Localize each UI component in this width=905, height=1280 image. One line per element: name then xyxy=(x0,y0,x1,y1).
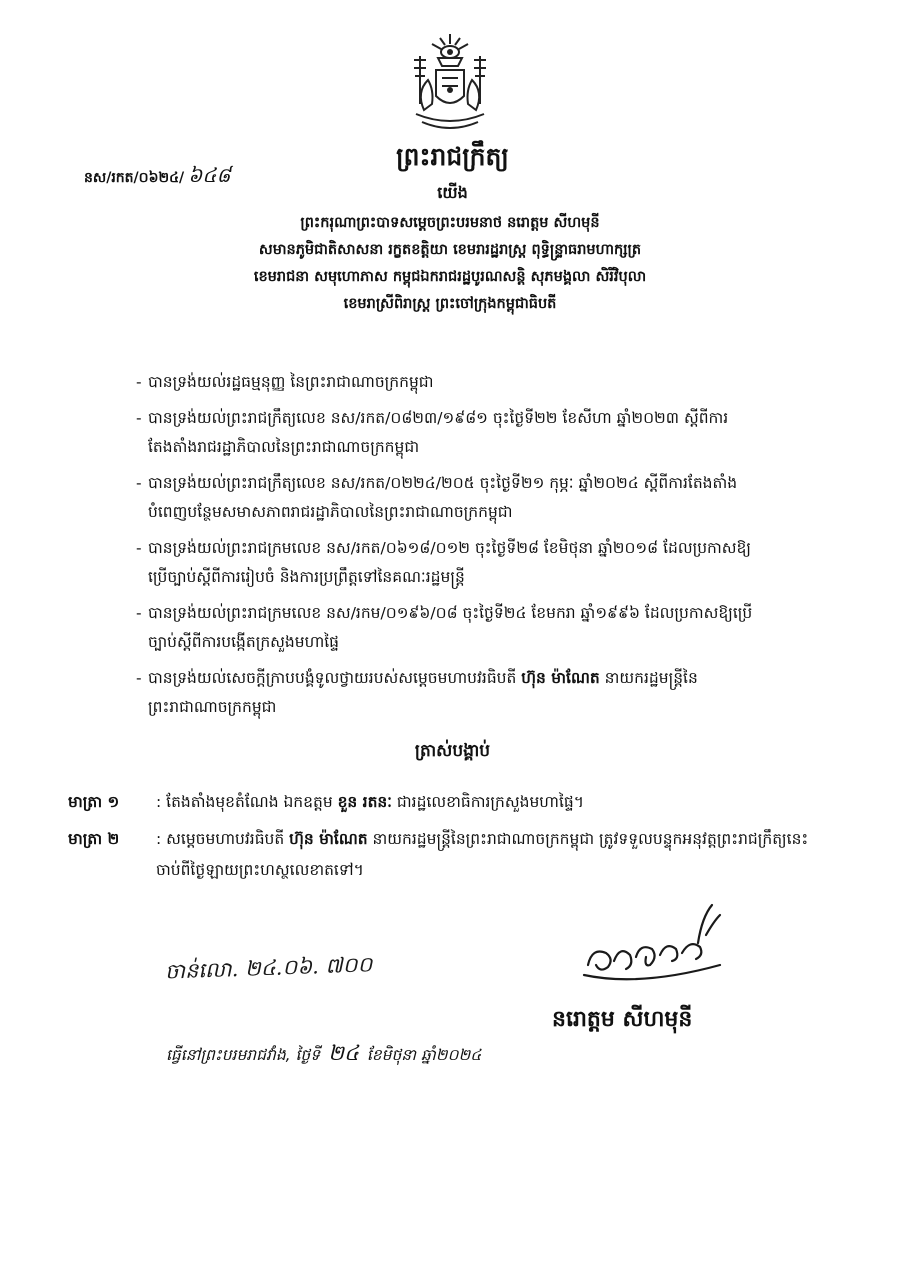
king-signature xyxy=(580,895,730,985)
article-label: មាត្រា ២ xyxy=(68,830,120,848)
place-date xyxy=(166,1040,481,1071)
document-title: ព្រះរាជក្រឹត្យ xyxy=(396,142,509,171)
article-2 xyxy=(68,824,833,886)
article-text: ជារដ្ឋលេខាធិការក្រសួងមហាផ្ទៃ។ xyxy=(392,793,584,811)
royal-emblem-icon xyxy=(402,30,498,138)
prime-minister-name: ហ៊ុន ម៉ាណែត xyxy=(521,668,600,687)
place-date-text: ធ្វើនៅព្រះបរមរាជវាំង, ថ្ងៃទី xyxy=(166,1046,321,1064)
preamble-item: - បានទ្រង់យល់ព្រះរាជក្រមលេខ នស/រកម/០១៩៦/០៨ ចុះថ្ងៃទី២៤ ខែមករា ឆ្នាំ១៩៩៦ ដែលប្រកាសឱ្យប្រើច្បាប់ស្ដីពីការបង្កើតក្រសួងមហាផ្ទៃ xyxy=(136,603,753,651)
preamble-text: នាយករដ្ឋមន្ត្រីនៃព្រះរាជាណាចក្រកម្ពុជា xyxy=(148,668,698,716)
article-text: នាយករដ្ឋមន្ត្រីនៃព្រះរាជាណាចក្រកម្ពុជា ត្រូវទទួលបន្ទុកអនុវត្តព្រះរាជក្រឹត្យនេះ ចាប់ពីថ្ងៃឡាយព្រះហស្ថលេខាតទៅ។ xyxy=(156,830,809,879)
royal-name-line: ព្រះករុណាព្រះបាទសម្ដេចព្រះបរមនាថ នរោត្តម សីហមុនី xyxy=(300,215,600,231)
article-label: មាត្រា ១ xyxy=(68,793,120,811)
article-text: : សម្ដេចមហាបវរធិបតី xyxy=(156,830,290,848)
appointee-name: ខួន រតនៈ xyxy=(337,793,392,811)
royal-name-line: សមានភូមិជាតិសាសនា រក្ខតខត្តិយា ខេមរារដ្ឋរាស្ត្រ ពុទ្ធិន្ទ្រាធរាមហាក្សត្រ xyxy=(258,242,642,258)
royal-name-block xyxy=(100,210,800,318)
preamble-text: បានទ្រង់យល់ព្រះរាជក្រមលេខ នស/រកម/០១៩៦/០៨ ចុះថ្ងៃទី២៤ ខែមករា ឆ្នាំ១៩៩៦ ដែលប្រកាសឱ្យប្រើច្បាប់ស្ដីពីការបង្កើតក្រសួងមហាផ្ទៃ xyxy=(148,603,753,651)
handwritten-note: ចាន់លោ. ២៤.០៦. ៧០០ xyxy=(164,952,373,984)
preamble-text: បានទ្រង់យល់ព្រះរាជក្រឹត្យលេខ នស/រកត/០៨២៣/១៩៨១ ចុះថ្ងៃទី២២ ខែសីហា ឆ្នាំ២០២៣ ស្ដីពីការតែងតាំងរាជរដ្ឋាភិបាលនៃព្រះរាជាណាចក្រកម្ពុជា xyxy=(148,408,729,456)
royal-name-line: ខេមរាជនា សមុហោភាស កម្ពុជឯករាជរដ្ឋបូរណសន្តិ សុភមង្គលា សិរីវិបុលា xyxy=(253,269,647,285)
royal-name-line: ខេមរាស្រីពិរាស្ត្រ ព្រះចៅក្រុងកម្ពុជាធិបតី xyxy=(343,296,557,312)
preamble-item: - បានទ្រង់យល់រដ្ឋធម្មនុញ្ញ នៃព្រះរាជាណាចក្រកម្ពុជា xyxy=(136,373,434,391)
preamble-list xyxy=(138,368,763,729)
we-heading: យើង xyxy=(437,183,468,202)
place-date-day: ២៤ xyxy=(328,1041,359,1065)
preamble-text: បានទ្រង់យល់ព្រះរាជក្រឹត្យលេខ នស/រកត/០២២៤/២០៥ ចុះថ្ងៃទី២១ កុម្ភៈ ឆ្នាំ២០២៤ ស្ដីពីការតែងតាំងបំពេញបន្ថែមសមាសភាពរាជរដ្ឋាភិបាលនៃព្រះរាជាណាចក្រកម្ពុជា xyxy=(148,473,738,521)
reference-prefix: នស/រកត/០៦២៤/ xyxy=(84,170,185,186)
prime-minister-name: ហ៊ុន ម៉ាណែត xyxy=(289,830,368,848)
article-body xyxy=(156,787,833,818)
reference-number-handwritten: ៦៤៨ xyxy=(188,163,231,187)
signer-name: នរោត្តម សីហមុនី xyxy=(552,1007,693,1032)
preamble-text: បានទ្រង់យល់ព្រះរាជក្រមលេខ នស/រកត/០៦១៨/០១២ ចុះថ្ងៃទី២៨ ខែមិថុនា ឆ្នាំ២០១៨ ដែលប្រកាសឱ្យប្រើច្បាប់ស្ដីពីការរៀបចំ និងការប្រព្រឹត្តទៅនៃគណៈរដ្ឋមន្ត្រី xyxy=(148,538,752,586)
decree-heading: ត្រាស់បង្គាប់ xyxy=(414,741,491,761)
preamble-item: - បានទ្រង់យល់ព្រះរាជក្រមលេខ នស/រកត/០៦១៨/០១២ ចុះថ្ងៃទី២៨ ខែមិថុនា ឆ្នាំ២០១៨ ដែលប្រកាសឱ្យប្រើច្បាប់ស្ដីពីការរៀបចំ និងការប្រព្រឹត្តទៅនៃគណៈរដ្ឋមន្ត្រី xyxy=(136,538,752,586)
place-date-text: ខែមិថុនា ឆ្នាំ២០២៤ xyxy=(366,1046,482,1064)
preamble-text: បានទ្រង់យល់សេចក្ដីក្រាបបង្គំទូលថ្វាយរបស់សម្ដេចមហាបវរធិបតី xyxy=(148,668,522,687)
preamble-text: បានទ្រង់យល់រដ្ឋធម្មនុញ្ញ នៃព្រះរាជាណាចក្រកម្ពុជា xyxy=(148,373,434,391)
article-text: : តែងតាំងមុខតំណែង ឯកឧត្តម xyxy=(156,793,338,811)
article-1 xyxy=(68,787,833,818)
preamble-item: - បានទ្រង់យល់ព្រះរាជក្រឹត្យលេខ នស/រកត/០២២៤/២០៥ ចុះថ្ងៃទី២១ កុម្ភៈ ឆ្នាំ២០២៤ ស្ដីពីការតែងតាំងបំពេញបន្ថែមសមាសភាពរាជរដ្ឋាភិបាលនៃព្រះរាជាណាចក្រកម្ពុជា xyxy=(136,473,738,521)
preamble-item: - បានទ្រង់យល់ព្រះរាជក្រឹត្យលេខ នស/រកត/០៨២៣/១៩៨១ ចុះថ្ងៃទី២២ ខែសីហា ឆ្នាំ២០២៣ ស្ដីពីការតែងតាំងរាជរដ្ឋាភិបាលនៃព្រះរាជាណាចក្រកម្ពុជា xyxy=(136,408,729,456)
preamble-item: - បានទ្រង់យល់សេចក្ដីក្រាបបង្គំទូលថ្វាយរបស់សម្ដេចមហាបវរធិបតី ហ៊ុន ម៉ាណែត នាយករដ្ឋមន្ត្រីនៃព្រះរាជាណាចក្រកម្ពុជា xyxy=(136,668,698,716)
article-body xyxy=(156,824,833,886)
